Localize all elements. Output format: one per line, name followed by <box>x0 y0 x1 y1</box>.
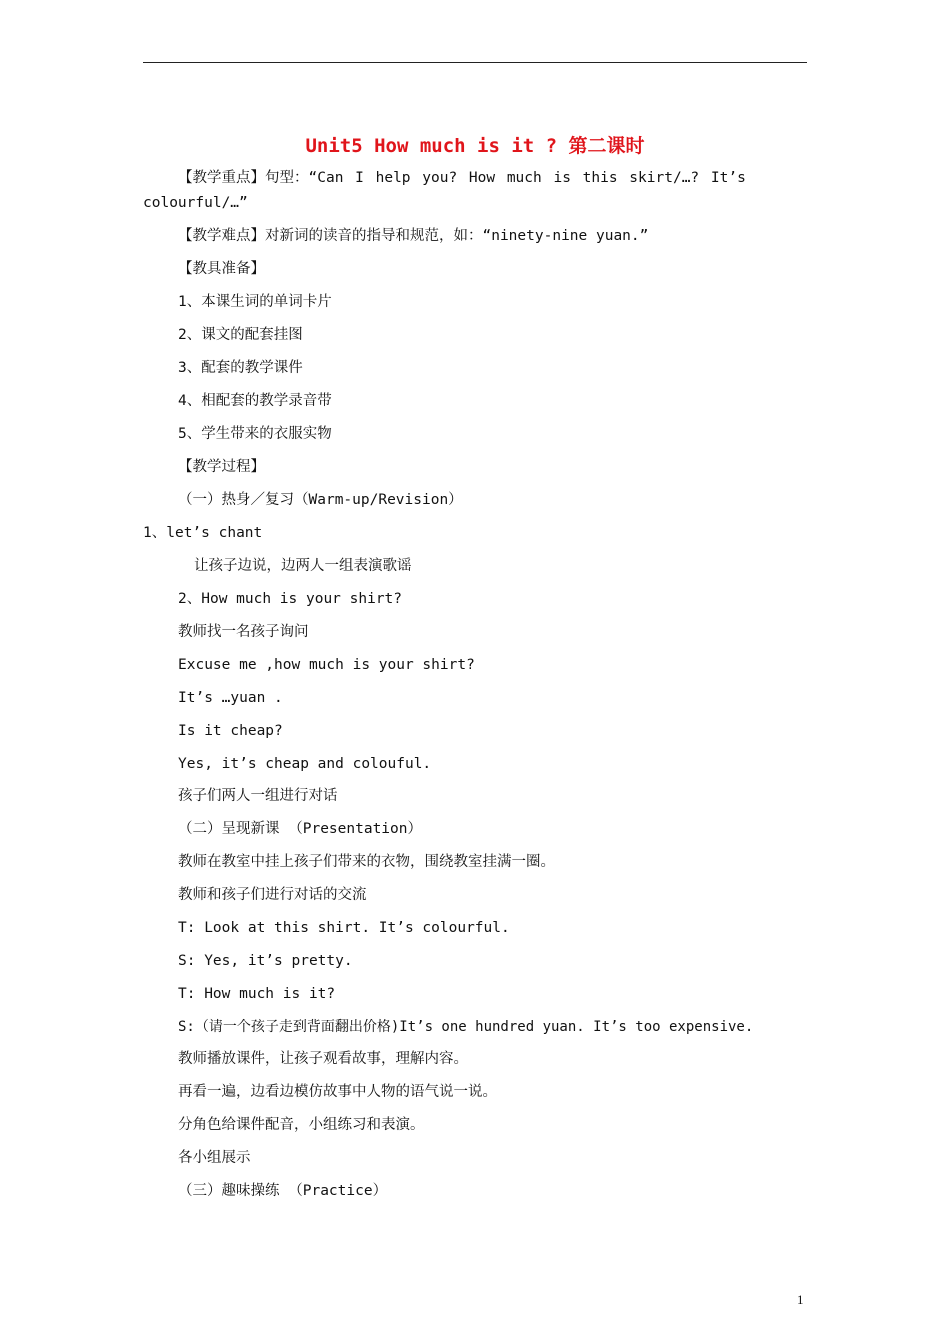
presentation-line: 教师播放课件，让孩子观看故事，理解内容。 <box>178 1051 468 1067</box>
page-title: Unit5 How much is it ? 第二课时 <box>305 135 645 157</box>
page-number: 1 <box>797 1292 804 1307</box>
presentation-line: S: Yes, it’s pretty. <box>178 953 353 969</box>
chant-description: 让孩子边说，边两人一组表演歌谣 <box>194 558 412 574</box>
presentation-line: 各小组展示 <box>178 1150 251 1166</box>
difficulty-line: 【教学难点】对新词的读音的指导和规范，如：“ninety-nine yuan.” <box>178 228 649 244</box>
material-item: 1、本课生词的单词卡片 <box>178 294 332 310</box>
dialogue-line: Yes, it’s cheap and colouful. <box>178 756 432 772</box>
presentation-line: T: How much is it? <box>178 986 336 1002</box>
presentation-line: 教师在教室中挂上孩子们带来的衣物，围绕教室挂满一圈。 <box>178 854 555 870</box>
key-point-line-2: colourful/…” <box>143 195 248 211</box>
material-item: 2、课文的配套挂图 <box>178 327 303 343</box>
dialogue-line: Is it cheap? <box>178 723 283 739</box>
presentation-line: 分角色给课件配音，小组练习和表演。 <box>178 1117 425 1133</box>
dialogue-line: Excuse me ,how much is your shirt? <box>178 657 475 673</box>
material-item: 5、学生带来的衣服实物 <box>178 426 332 442</box>
item-2: 2、How much is your shirt? <box>178 591 403 607</box>
process-heading: 【教学过程】 <box>178 459 265 475</box>
presentation-line: S:（请一个孩子走到背面翻出价格)It’s one hundred yuan. It’s too expensive. <box>178 1019 754 1035</box>
section-2-heading: （二）呈现新课 （Presentation） <box>178 821 422 837</box>
presentation-line: 教师和孩子们进行对话的交流 <box>178 887 367 903</box>
presentation-line: T: Look at this shirt. It’s colourful. <box>178 920 510 936</box>
dialogue-line: It’s …yuan . <box>178 690 283 706</box>
chant-item: 1、let’s chant <box>143 525 263 541</box>
material-item: 4、相配套的教学录音带 <box>178 393 332 409</box>
presentation-line: 再看一遍，边看边模仿故事中人物的语气说一说。 <box>178 1084 497 1100</box>
key-point-line-1: 【教学重点】句型：“Can I help you? How much is this skirt/…? It’s <box>178 170 746 186</box>
header-rule <box>143 62 807 63</box>
section-1-heading: （一）热身／复习（Warm-up/Revision） <box>178 492 463 508</box>
dialogue-line: 孩子们两人一组进行对话 <box>178 788 338 804</box>
section-3-heading: （三）趣味操练 （Practice） <box>178 1183 388 1199</box>
material-item: 3、配套的教学课件 <box>178 360 303 376</box>
dialogue-line: 教师找一名孩子询问 <box>178 624 309 640</box>
materials-heading: 【教具准备】 <box>178 261 265 277</box>
